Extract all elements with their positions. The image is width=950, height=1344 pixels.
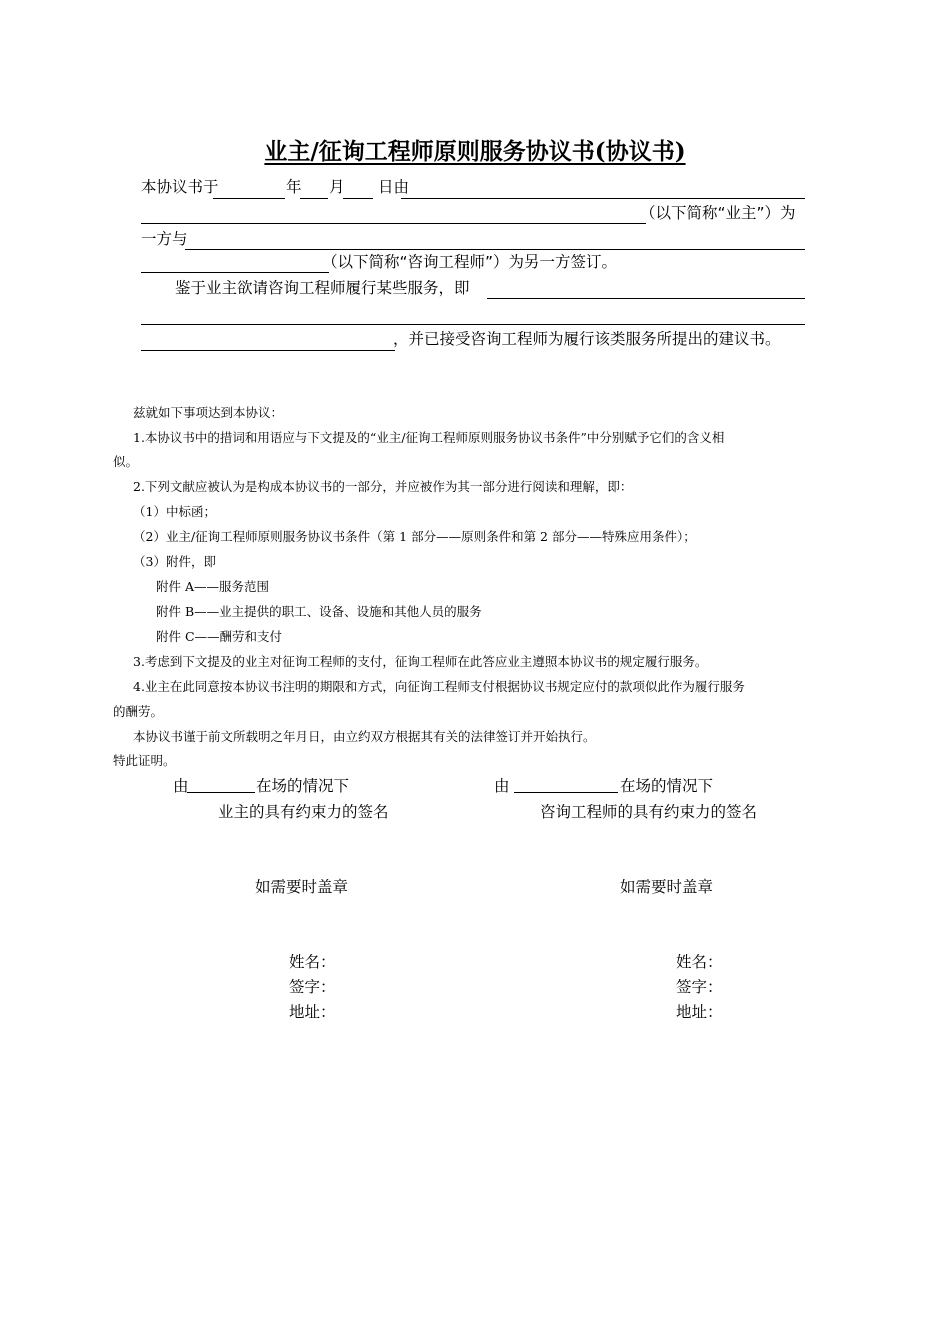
day-by-label: 日由 <box>378 178 410 196</box>
owner-witness-blank[interactable] <box>187 792 255 793</box>
item-3: （3）附件，即 <box>133 554 216 569</box>
owner-seal-label: 如需要时盖章 <box>255 878 349 896</box>
clause-4b: 的酬劳。 <box>113 704 164 719</box>
accepted-text: ，并已接受咨询工程师为履行该类服务所提出的建议书。 <box>393 330 781 348</box>
services-blank-3[interactable] <box>141 350 395 351</box>
whereas-text: 鉴于业主欲请咨询工程师履行某些服务，即 <box>175 279 470 297</box>
year-blank[interactable] <box>300 198 328 199</box>
services-blank-1[interactable] <box>487 298 805 299</box>
appendix-c: 附件 C——酬劳和支付 <box>156 629 283 644</box>
month-label: 月 <box>329 178 345 196</box>
document-title: 业主/征询工程师原则服务协议书(协议书) <box>264 138 686 165</box>
consultant-signed-label: 签字： <box>676 978 723 996</box>
consultant-suffix: （以下简称“咨询工程师”）为另一方签订。 <box>322 253 618 271</box>
consultant-name-label: 姓名： <box>676 953 723 971</box>
owner-address-label: 地址： <box>289 1003 336 1021</box>
owner-by-label: 由 <box>173 777 189 795</box>
owner-name-blank-2[interactable] <box>141 223 646 224</box>
one-party-with: 一方与 <box>141 230 188 248</box>
owner-suffix: （以下简称“业主”）为 <box>640 204 796 222</box>
item-2: （2）业主/征询工程师原则服务协议书条件（第 1 部分——原则条件和第 2 部分——特殊应用条件）； <box>133 529 696 544</box>
intro-text: 兹就如下事项达到本协议： <box>133 405 284 420</box>
appendix-b: 附件 B——业主提供的职工、设备、设施和其他人员的服务 <box>156 604 482 619</box>
owner-presence-label: 在场的情况下 <box>256 777 350 795</box>
owner-name-blank-1[interactable] <box>401 198 805 199</box>
clause-4a: 4.业主在此同意按本协议书注明的期限和方式，向征询工程师支付根据协议书规定应付的款项似此作为履行服务 <box>133 679 745 694</box>
day-blank[interactable] <box>213 198 285 199</box>
clause-2: 2.下列文献应被认为是构成本协议书的一部分，并应被作为其一部分进行阅读和理解，即： <box>133 479 633 494</box>
appendix-a: 附件 A——服务范围 <box>156 579 270 594</box>
date-prefix: 本协议书于 <box>141 178 219 196</box>
clause-3: 3.考虑到下文提及的业主对征询工程师的支付，征询工程师在此答应业主遵照本协议书的规定履行服务。 <box>133 654 708 669</box>
services-blank-2[interactable] <box>141 324 805 325</box>
year-label: 年 <box>286 178 302 196</box>
consultant-witness-blank[interactable] <box>514 792 618 793</box>
certify-text: 特此证明。 <box>113 753 176 768</box>
owner-name-label: 姓名： <box>289 953 336 971</box>
clause-1b: 似。 <box>113 454 139 469</box>
consultant-seal-label: 如需要时盖章 <box>620 878 714 896</box>
consultant-signature-caption: 咨询工程师的具有约束力的签名 <box>540 803 758 821</box>
owner-signed-label: 签字： <box>289 978 336 996</box>
clause-1a: 1.本协议书中的措词和用语应与下文提及的“业主/征询工程师原则服务协议书条件”中分别赋予它们的含义相 <box>133 430 725 445</box>
owner-signature-caption: 业主的具有约束力的签名 <box>218 803 389 821</box>
item-1: （1）中标函； <box>133 504 216 519</box>
consultant-by-label: 由 <box>494 777 510 795</box>
month-blank[interactable] <box>343 198 373 199</box>
execution-text: 本协议书谨于前文所载明之年月日，由立约双方根据其有关的法律签订并开始执行。 <box>133 729 596 744</box>
consultant-address-label: 地址： <box>676 1003 723 1021</box>
consultant-presence-label: 在场的情况下 <box>620 777 714 795</box>
consultant-name-blank-2[interactable] <box>141 272 329 273</box>
